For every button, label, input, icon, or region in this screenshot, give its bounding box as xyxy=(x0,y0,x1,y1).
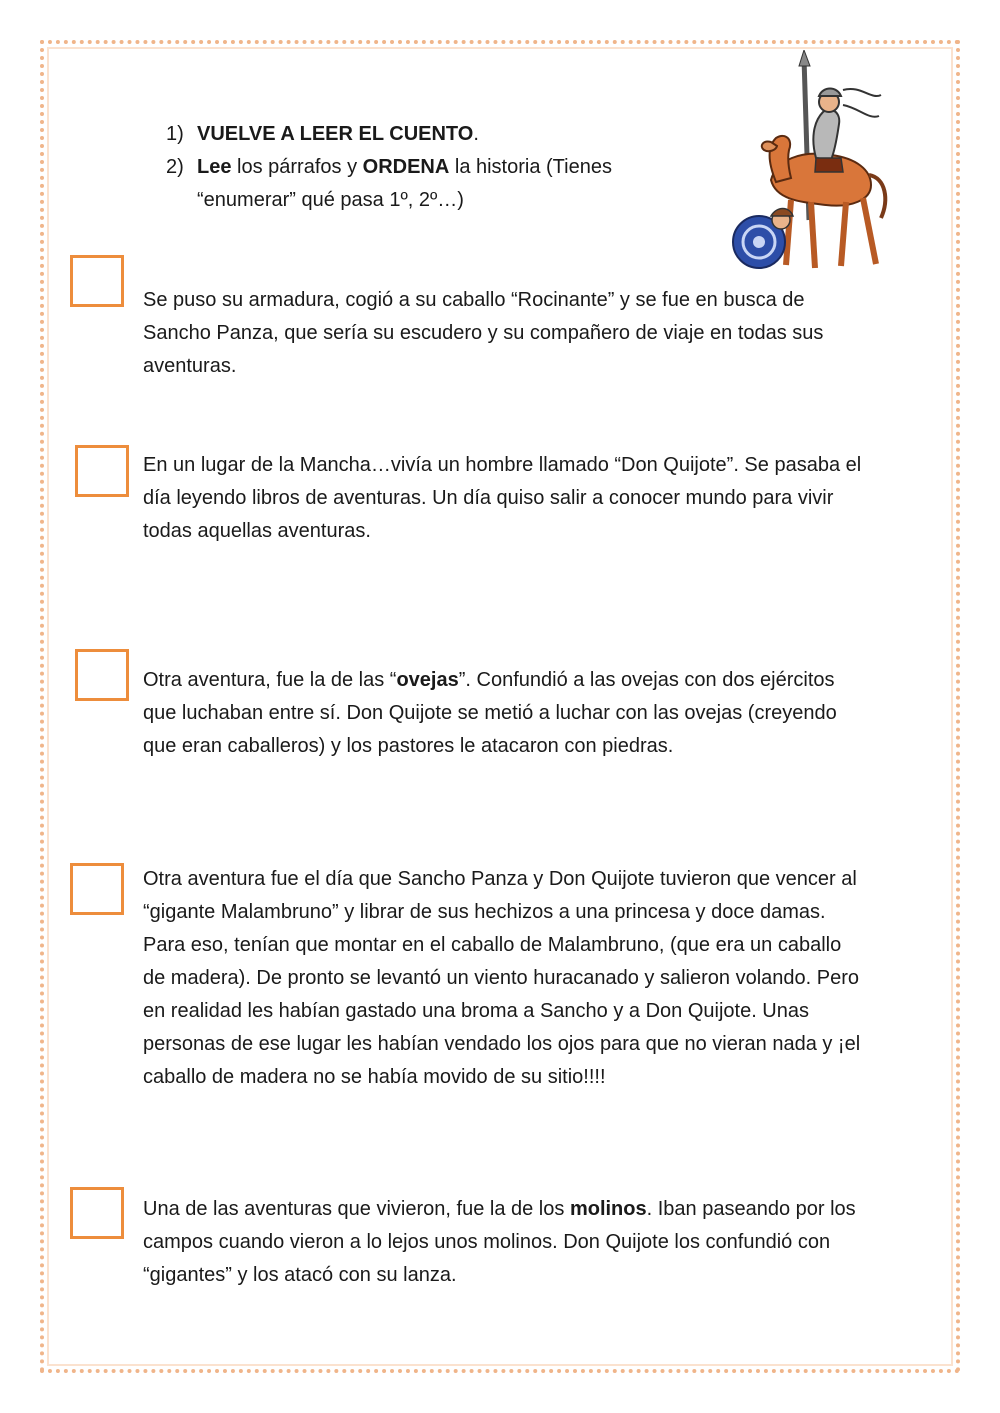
paragraph-text: Otra aventura, fue la de las “ xyxy=(143,669,397,691)
instruction-text-part: Lee xyxy=(197,156,232,178)
instruction-text-part: ORDENA xyxy=(362,156,450,178)
story-paragraph-4 xyxy=(143,863,863,1094)
instruction-text xyxy=(197,151,686,217)
story-paragraph-5 xyxy=(143,1193,863,1292)
instruction-item-2 xyxy=(166,151,686,217)
paragraph-bold-text: ovejas xyxy=(396,669,459,691)
paragraph-text: . Iban paseando por los campos cuando vieron a lo lejos unos molinos. Don Quijote los confundió con “gigantes” y los atacó con su lanza. xyxy=(143,1198,856,1286)
instruction-text-part: . xyxy=(473,123,479,145)
instruction-text-part: los párrafos y xyxy=(231,156,363,178)
order-checkbox-4[interactable] xyxy=(70,863,124,915)
order-checkbox-3[interactable] xyxy=(75,649,129,701)
instruction-text-part: VUELVE A LEER EL CUENTO xyxy=(197,123,474,145)
paragraph-bold-text: molinos xyxy=(569,1198,647,1220)
paragraph-text: En un lugar de la Mancha…vivía un hombre llamado “Don Quijote”. Se pasaba el día leyendo libros de aventuras. Un día quiso salir a conocer mundo para vivir todas aquellas aventuras. xyxy=(143,454,862,542)
instruction-item-1 xyxy=(166,118,686,151)
order-checkbox-5[interactable] xyxy=(70,1187,124,1239)
order-checkbox-2[interactable] xyxy=(75,445,129,497)
story-paragraph-2 xyxy=(143,449,863,548)
paragraph-text: Una de las aventuras que vivieron, fue la de los xyxy=(143,1198,570,1220)
instruction-text xyxy=(197,118,686,151)
paragraph-text: Otra aventura fue el día que Sancho Panza y Don Quijote tuvieron que vencer al “gigante Malambruno” y librar de sus hechizos a una princesa y doce damas. Para eso, tenían que montar en el caballo de Malambruno, (que era un caballo de madera). De pronto se levantó un viento huracanado y salieron volando. Pero en realidad les habían gastado una broma a Sancho y a Don Quijote. Unas personas de ese lugar les habían vendado los ojos para que no vieran nada y ¡el caballo de madera no se había movido de su sitio!!!! xyxy=(143,868,861,1088)
paragraph-text: Se puso su armadura, cogió a su caballo “Rocinante” y se fue en busca de Sancho Panza, que sería su escudero y su compañero de viaje en todas sus aventuras. xyxy=(143,289,824,377)
story-paragraph-1 xyxy=(143,284,863,383)
paragraph-text: ”. Confundió a las ovejas con dos ejércitos que luchaban entre sí. Don Quijote se metió a luchar con las ovejas (creyendo que eran caballeros) y los pastores le atacaron con piedras. xyxy=(143,669,837,757)
instruction-number: 2) xyxy=(166,156,184,178)
instruction-text-part: la historia (Tienes “enumerar” qué pasa 1º, 2º…) xyxy=(197,156,612,211)
instruction-number: 1) xyxy=(166,123,184,145)
don-quijote-illustration xyxy=(731,50,893,278)
order-checkbox-1[interactable] xyxy=(70,255,124,307)
instructions-list xyxy=(166,118,686,217)
story-paragraph-3 xyxy=(143,664,863,763)
